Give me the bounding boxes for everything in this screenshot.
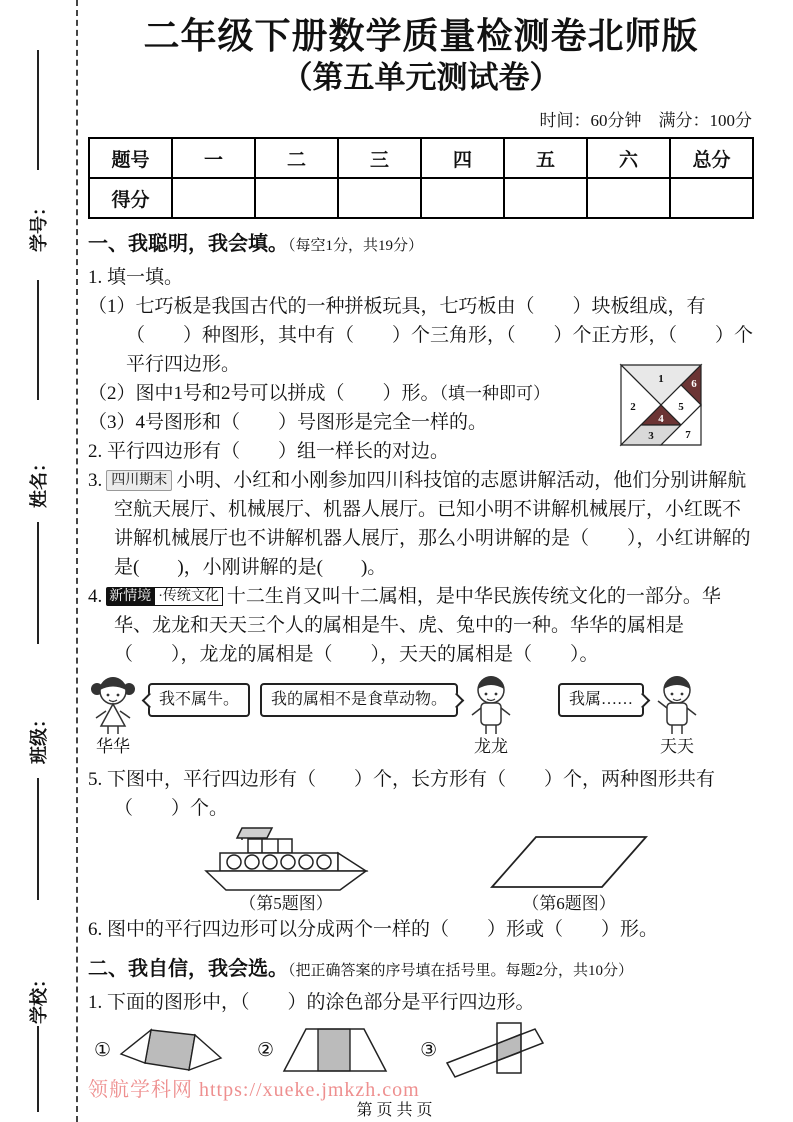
option-3-shape-icon [443, 1021, 553, 1079]
section1-heading [88, 229, 754, 261]
question-1-item1: （1）七巧板是我国古代的一种拼板玩具，七巧板由（ ）块板组成，有（ ）种图形，其中有（ ）个三角形，（ ）个正方形，（ ）个平行四边形。 [88, 296, 754, 375]
score-table-cell: 二 [255, 138, 338, 178]
figure5-caption: （第5题图） [239, 894, 333, 913]
sidebar-blank-line [37, 778, 39, 900]
section1-title: 一、我聪明，我会填。 [88, 233, 288, 255]
page-number-footer: 第页共页 [356, 1102, 437, 1119]
section2-title: 二、我自信，我会选。 [88, 958, 288, 980]
paper-subtitle: （第五单元测试卷） [281, 60, 561, 95]
school-label: 学校： [29, 970, 49, 1024]
character-huahua [88, 673, 138, 756]
character-name: 龙龙 [474, 737, 509, 756]
tangram-piece-7: 7 [685, 429, 691, 441]
character-longlong [468, 673, 514, 756]
character-name: 天天 [660, 737, 694, 756]
binding-margin [0, 0, 78, 1122]
student-id-label: 学号： [29, 198, 49, 252]
question-4 [88, 582, 754, 669]
site-watermark: 领航学科网 https://xueke.jmkzh.com [88, 1079, 420, 1101]
question-3-number: 3. [88, 470, 103, 491]
tangram-piece-3: 3 [648, 430, 654, 442]
score-table-empty-cell [421, 178, 504, 218]
paper-title: 二年级下册数学质量检测卷北师版 [143, 16, 699, 56]
character-name: 华华 [96, 737, 130, 756]
question-1-block [88, 263, 754, 442]
speech-bubble-tiantian: 我属…… [558, 683, 644, 717]
ship-figure [188, 825, 384, 915]
student-name-label: 姓名： [29, 454, 49, 508]
question-5: 5. 下图中，平行四边形有（ ）个，长方形有（ ）个，两种图形共有（ ）个。 [88, 769, 716, 819]
score-table [88, 137, 754, 219]
question-1-item2: （2）图中1号和2号可以拼成（ ）形。（填一种即可） [88, 383, 551, 404]
option-1-number: ① [94, 1039, 112, 1061]
tangram-piece-6: 6 [691, 378, 697, 390]
tangram-piece-1: 1 [658, 373, 664, 385]
speech-bubble-huahua: 我不属牛。 [148, 683, 250, 717]
question-1-label: 1. 填一填。 [88, 267, 184, 288]
section2-heading [88, 954, 754, 986]
option-2-shape-icon [280, 1023, 390, 1077]
score-table-cell: 总分 [670, 138, 753, 178]
score-table-empty-cell [670, 178, 753, 218]
option-2 [257, 1023, 390, 1077]
score-table-empty-cell [504, 178, 587, 218]
parallelogram-figure [484, 831, 654, 915]
choice-options-row [88, 1021, 754, 1079]
question-6: 6. 图中的平行四边形可以分成两个一样的（ ）形或（ ）形。 [88, 919, 659, 940]
tangram-piece-4: 4 [658, 413, 664, 425]
sidebar-blank-line [37, 522, 39, 644]
option-1 [94, 1023, 227, 1077]
exam-source-badge: 四川期末 [106, 470, 172, 491]
figure6-caption: （第6题图） [522, 894, 616, 913]
question-4-text: 十二生肖又叫十二属相，是中华民族传统文化的一部分。华华、龙龙和天天三个人的属相是牛、虎、兔中的一种。华华的属相是（ ），龙龙的属相是（ ），天天的属相是（ ）。 [114, 586, 721, 665]
traditional-culture-badge: ·传统文化 [154, 587, 223, 606]
question-4-number: 4. [88, 586, 103, 607]
tangram-piece-5: 5 [678, 401, 684, 413]
sidebar-blank-line [37, 50, 39, 170]
score-table-cell: 六 [587, 138, 670, 178]
sidebar-blank-line [37, 280, 39, 400]
score-table-cell: 四 [421, 138, 504, 178]
score-table-empty-cell [338, 178, 421, 218]
tangram-piece-2: 2 [630, 401, 636, 413]
class-label: 班级： [29, 710, 49, 764]
question-figures [88, 825, 754, 915]
new-context-badge: 新情境 [106, 587, 154, 606]
question-3-text: 小明、小红和小刚参加四川科技馆的志愿讲解活动，他们分别讲解航空航天展厅、机械展厅、机器人展厅。已知小明不讲解机械展厅，小红既不讲解机械展厅也不讲解机器人展厅，那么小明讲解的是（ ），小红讲解的是( )，小刚讲解的是( )。 [114, 470, 751, 578]
question-1-item3: （3）4号图形和（ ）号图形是完全一样的。 [88, 412, 488, 433]
question-2: 2. 平行四边形有（ ）组一样长的对边。 [88, 441, 450, 462]
item2-note: （填一种即可） [439, 384, 551, 403]
character-tiantian [654, 673, 700, 756]
speech-bubble-longlong: 我的属相不是食草动物。 [260, 683, 458, 717]
ship-shapes-icon [188, 825, 384, 893]
option-1-shape-icon [117, 1023, 227, 1077]
score-table-score-row [89, 178, 753, 218]
option-3-number: ③ [420, 1039, 438, 1061]
tangram-figure [619, 363, 705, 449]
score-table-cell: 三 [338, 138, 421, 178]
time-score-meta: 时间：60分钟 满分：100分 [539, 111, 752, 130]
option-3 [420, 1021, 553, 1079]
question-3 [88, 466, 754, 582]
zodiac-dialog [88, 673, 754, 765]
score-table-cell: 得分 [89, 178, 172, 218]
boy-avatar-icon [468, 673, 514, 737]
score-table-header-row [89, 138, 753, 178]
score-table-cell: 五 [504, 138, 587, 178]
score-table-empty-cell [587, 178, 670, 218]
parallelogram-icon [484, 831, 654, 893]
section1-note: （每空1分，共19分） [288, 238, 424, 254]
section2-note: （把正确答案的序号填在括号里。每题2分，共10分） [288, 963, 634, 979]
score-table-empty-cell [172, 178, 255, 218]
option-2-number: ② [257, 1039, 275, 1061]
paper-content [88, 0, 754, 1079]
section2-question-1: 1. 下面的图形中，（ ）的涂色部分是平行四边形。 [88, 992, 535, 1013]
score-table-empty-cell [255, 178, 338, 218]
girl-avatar-icon [88, 673, 138, 737]
boy-avatar-icon [654, 673, 700, 737]
score-table-cell: 一 [172, 138, 255, 178]
score-table-cell: 题号 [89, 138, 172, 178]
tangram-svg [619, 363, 705, 449]
